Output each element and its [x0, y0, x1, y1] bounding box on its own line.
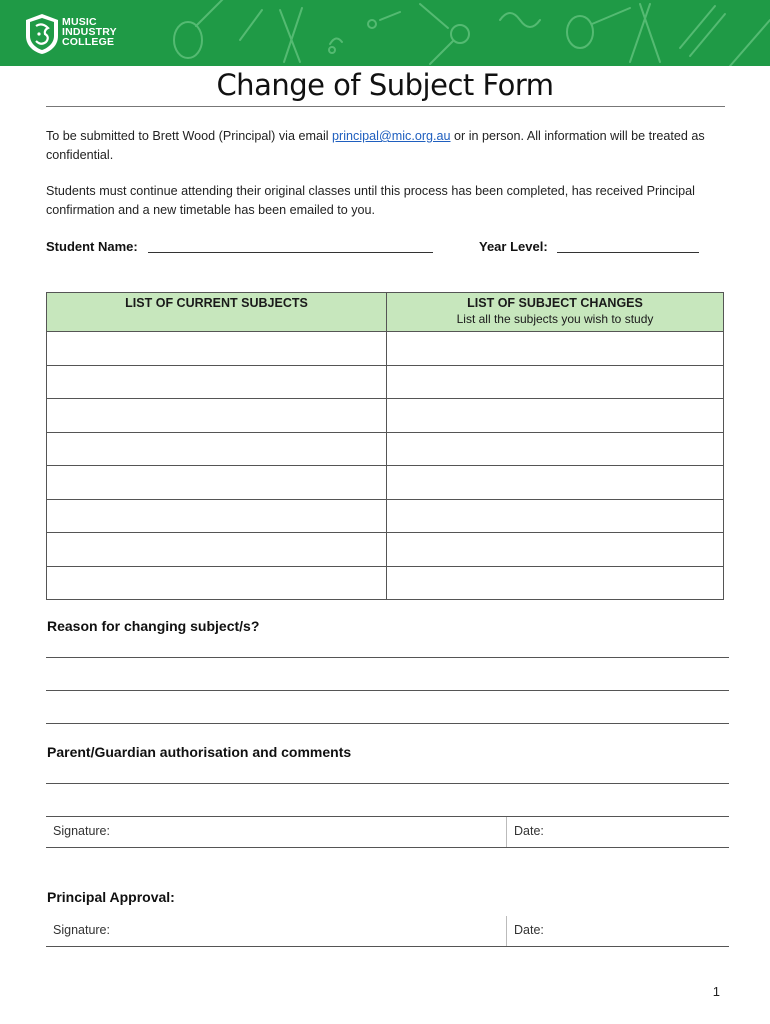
year-level-field[interactable]: [557, 252, 699, 253]
college-crest-icon: [22, 12, 62, 56]
principal-date-label: Date:: [514, 923, 544, 937]
reason-line[interactable]: [46, 657, 729, 658]
current-subject-cell[interactable]: [47, 365, 387, 399]
new-subject-cell[interactable]: [387, 566, 724, 600]
principal-heading: Principal Approval:: [47, 889, 175, 905]
new-subject-cell[interactable]: [387, 365, 724, 399]
student-name-field[interactable]: [148, 252, 433, 253]
guardian-comment-line[interactable]: [46, 783, 729, 784]
table-row: [47, 332, 724, 366]
new-subject-cell[interactable]: [387, 499, 724, 533]
title-divider: [46, 106, 725, 107]
table-row: [47, 533, 724, 567]
principal-signature-line[interactable]: [46, 946, 729, 947]
current-subject-cell[interactable]: [47, 432, 387, 466]
reason-heading: Reason for changing subject/s?: [47, 618, 260, 634]
new-subject-cell[interactable]: [387, 533, 724, 567]
current-subject-cell[interactable]: [47, 499, 387, 533]
header-banner: [0, 0, 770, 66]
table-header-row: [47, 293, 724, 332]
current-subject-cell[interactable]: [47, 566, 387, 600]
new-subject-cell[interactable]: [387, 399, 724, 433]
new-subject-cell[interactable]: [387, 466, 724, 500]
guardian-comment-line[interactable]: [46, 816, 729, 817]
intro-paragraph: To be submitted to Brett Wood (Principal) via email principal@mic.org.au or in person. All information will be treated as confidential.: [46, 129, 705, 162]
guardian-signature-label: Signature:: [53, 824, 110, 838]
table-row: [47, 499, 724, 533]
guardian-signature-line[interactable]: [46, 847, 729, 848]
table-row: [47, 365, 724, 399]
current-subjects-header: LIST OF CURRENT SUBJECTS: [47, 293, 387, 332]
principal-email-link[interactable]: principal@mic.org.au: [332, 129, 451, 143]
table-row: [47, 466, 724, 500]
current-subject-cell[interactable]: [47, 466, 387, 500]
reason-line[interactable]: [46, 690, 729, 691]
principal-signature-divider: [506, 916, 507, 947]
reason-line[interactable]: [46, 723, 729, 724]
page-title: Change of Subject Form: [216, 68, 554, 102]
year-level-label: Year Level:: [479, 239, 548, 254]
subject-changes-subheader: List all the subjects you wish to study: [456, 312, 654, 326]
subject-changes-header: LIST OF SUBJECT CHANGES List all the subjects you wish to study: [387, 293, 724, 332]
student-name-label: Student Name:: [46, 239, 138, 254]
guardian-signature-divider: [506, 817, 507, 848]
principal-signature-label: Signature:: [53, 923, 110, 937]
new-subject-cell[interactable]: [387, 332, 724, 366]
new-subject-cell[interactable]: [387, 432, 724, 466]
table-row: [47, 399, 724, 433]
guardian-heading: Parent/Guardian authorisation and comments: [47, 744, 352, 760]
current-subject-cell[interactable]: [47, 533, 387, 567]
page-number: 1: [712, 984, 720, 999]
guardian-date-label: Date:: [514, 824, 544, 838]
current-subject-cell[interactable]: [47, 332, 387, 366]
table-row: [47, 432, 724, 466]
table-row: [47, 566, 724, 600]
notice-paragraph: Students must continue attending their original classes until this process has been completed, has received Principal confirmation and a new timetable has been emailed to you.: [46, 184, 695, 217]
current-subject-cell[interactable]: [47, 399, 387, 433]
college-name: MUSIC INDUSTRY COLLEGE: [62, 16, 117, 48]
subjects-table: [46, 292, 724, 600]
